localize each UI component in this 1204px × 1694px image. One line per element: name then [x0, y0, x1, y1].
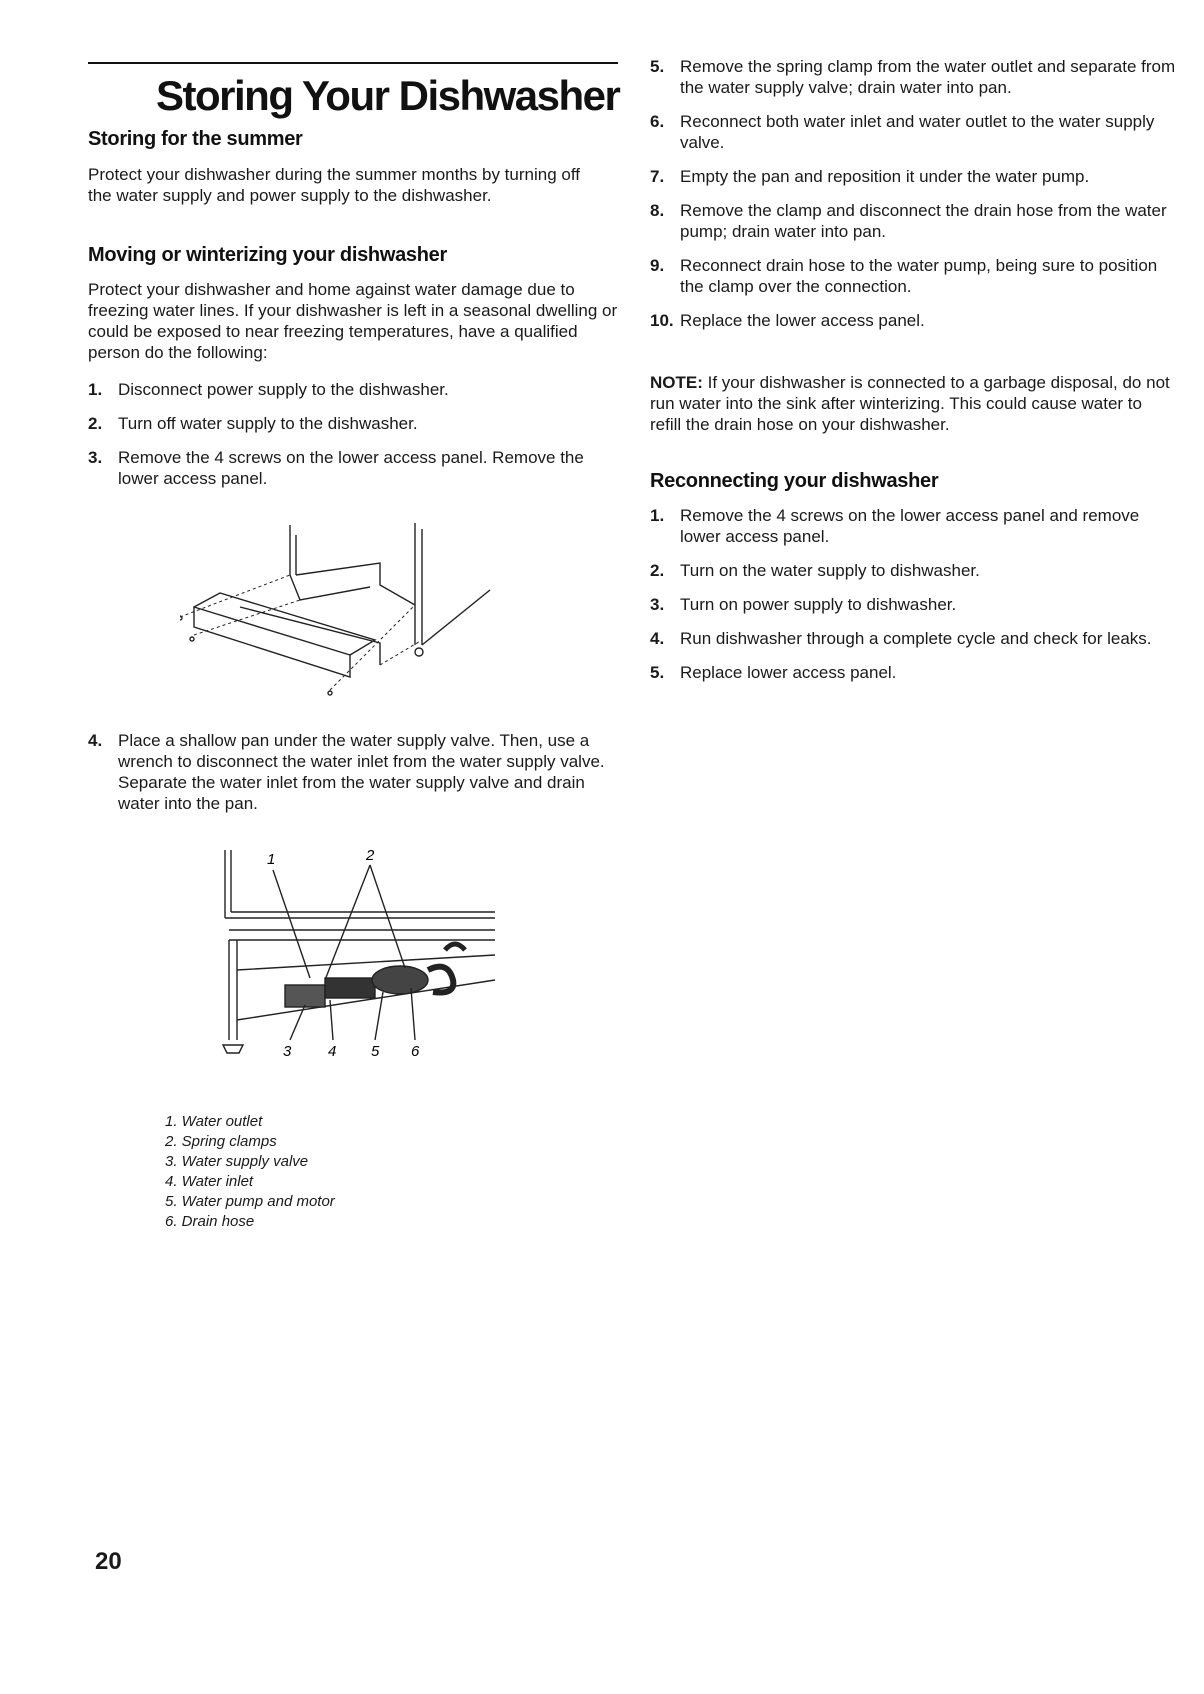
legend-item: 4. Water inlet	[165, 1173, 254, 1190]
step-text: Turn on power supply to dishwasher.	[680, 595, 957, 614]
callout-3: 3	[283, 1043, 292, 1060]
step-number: 8.	[650, 201, 665, 220]
step-number: 3.	[650, 595, 665, 614]
list-item	[650, 560, 1176, 581]
list-item	[650, 200, 1176, 242]
page-number: 20	[95, 1548, 122, 1575]
list-item	[650, 662, 1176, 683]
step-number: 1.	[650, 506, 665, 525]
callout-4: 4	[328, 1043, 337, 1060]
winterizing-steps-a	[88, 379, 608, 502]
legend-item: 2. Spring clamps	[165, 1133, 277, 1150]
reconnecting-heading: Reconnecting your dishwasher	[650, 470, 939, 492]
step-text: Replace the lower access panel.	[680, 311, 925, 330]
list-item	[650, 111, 1176, 153]
step-number: 2.	[650, 561, 665, 580]
step-text: Turn on the water supply to dishwasher.	[680, 561, 980, 580]
legend-item: 3. Water supply valve	[165, 1153, 309, 1170]
list-item	[650, 628, 1176, 649]
winterizing-steps-c	[650, 56, 1176, 344]
winterizing-body: Protect your dishwasher and home against water damage due to freezing water lines. If your dishwasher is left in a seasonal dwelling or could be exposed to near freezing temperatures, have a qualified person do the following:	[88, 280, 618, 362]
diagram-legend	[165, 1112, 335, 1232]
step-text: Replace lower access panel.	[680, 663, 897, 682]
step-number: 5.	[650, 663, 665, 682]
list-item	[650, 56, 1176, 98]
callout-1: 1	[267, 851, 276, 868]
storing-summer-body: Protect your dishwasher during the summer months by turning off the water supply and power supply to the dishwasher.	[88, 165, 580, 205]
step-text: Reconnect both water inlet and water outlet to the water supply valve.	[680, 112, 1155, 152]
step-text: Empty the pan and reposition it under the water pump.	[680, 167, 1090, 186]
list-item	[88, 730, 608, 814]
winterizing-note	[650, 372, 1176, 435]
step-number: 10.	[650, 311, 674, 330]
access-panel-illustration	[180, 515, 520, 710]
step-number: 1.	[88, 380, 103, 399]
step-text: Remove the clamp and disconnect the drain hose from the water pump; drain water into pan.	[680, 201, 1167, 241]
list-item	[650, 166, 1176, 187]
note-text: If your dishwasher is connected to a garbage disposal, do not run water into the sink after winterizing. This could cause water to refill the drain hose on your dishwasher.	[650, 373, 1170, 434]
step-number: 7.	[650, 167, 665, 186]
callout-2: 2	[366, 850, 375, 864]
step-number: 3.	[88, 448, 103, 467]
plumbing-illustration	[215, 850, 505, 1060]
step-number: 2.	[88, 414, 103, 433]
step-text: Run dishwasher through a complete cycle and check for leaks.	[680, 629, 1152, 648]
step-number: 4.	[88, 731, 103, 750]
legend-item: 1. Water outlet	[165, 1113, 263, 1130]
list-item	[650, 255, 1176, 297]
storing-summer-heading: Storing for the summer	[88, 128, 303, 150]
list-item	[88, 447, 608, 489]
step-text: Remove the 4 screws on the lower access panel. Remove the lower access panel.	[118, 448, 584, 488]
legend-item: 6. Drain hose	[165, 1213, 255, 1230]
page-title: Storing Your Dishwasher	[156, 72, 620, 119]
list-item	[88, 413, 608, 434]
list-item	[650, 310, 1176, 331]
list-item	[650, 594, 1176, 615]
title-rule	[88, 62, 618, 64]
step-number: 6.	[650, 112, 665, 131]
step-number: 5.	[650, 57, 665, 76]
legend-item: 5. Water pump and motor	[165, 1193, 335, 1210]
step-text: Reconnect drain hose to the water pump, being sure to position the clamp over the connection.	[680, 256, 1158, 296]
step-number: 4.	[650, 629, 665, 648]
callout-6: 6	[411, 1043, 420, 1060]
callout-5: 5	[371, 1043, 380, 1060]
list-item	[650, 505, 1176, 547]
winterizing-steps-b	[88, 730, 608, 827]
note-label: NOTE:	[650, 373, 703, 392]
step-text: Remove the spring clamp from the water outlet and separate from the water supply valve; drain water into pan.	[680, 57, 1176, 97]
step-text: Place a shallow pan under the water supply valve. Then, use a wrench to disconnect the water inlet from the water supply valve. Separate the water inlet from the water supply valve and drain water into the pan.	[118, 731, 605, 813]
step-text: Remove the 4 screws on the lower access panel and remove lower access panel.	[680, 506, 1140, 546]
step-text: Disconnect power supply to the dishwasher.	[118, 380, 449, 399]
reconnecting-steps	[650, 505, 1176, 696]
step-text: Turn off water supply to the dishwasher.	[118, 414, 418, 433]
step-number: 9.	[650, 256, 665, 275]
winterizing-heading: Moving or winterizing your dishwasher	[88, 244, 447, 266]
list-item	[88, 379, 608, 400]
